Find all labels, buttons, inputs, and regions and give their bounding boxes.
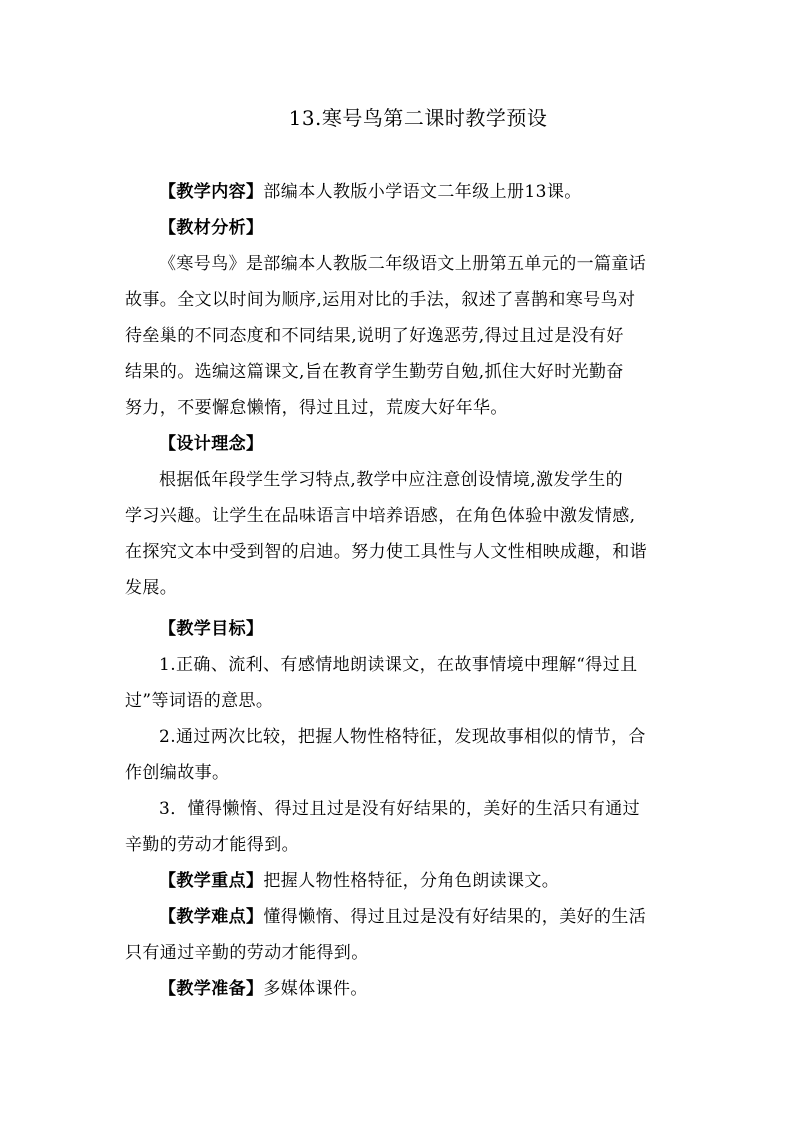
goal-line: 3．懂得懒惰、得过且过是没有好结果的，美好的生活只有通过	[159, 799, 641, 819]
goal-line: 2.通过两次比较，把握人物性格特征，发现故事相似的情节，合	[159, 727, 646, 747]
key-points-text: 把握人物性格特征，分角色朗读课文。	[263, 871, 560, 891]
analysis-line: 待垒巢的不同态度和不同结果,说明了好逸恶劳,得过且过是没有好	[125, 326, 624, 346]
design-concept-heading-paragraph	[125, 426, 673, 462]
difficulty-text: 懂得懒惰、得过且过是没有好结果的，美好的生活	[263, 907, 647, 927]
goal-2	[125, 719, 673, 791]
goal-line: 过”等词语的意思。	[125, 691, 274, 711]
teaching-content-heading: 【教学内容】	[159, 182, 264, 202]
design-concept-paragraph	[125, 462, 673, 606]
material-analysis-paragraph	[125, 246, 673, 426]
key-points-paragraph	[125, 863, 673, 899]
difficulty-line-2: 只有通过辛勤的劳动才能得到。	[125, 943, 369, 963]
concept-line: 在探究文本中受到智的启迪。努力使工具性与人文性相映成趣，和谐	[125, 542, 647, 562]
document-body	[125, 174, 673, 1007]
goal-line: 作创编故事。	[125, 763, 230, 783]
preparation-text: 多媒体课件。	[263, 979, 368, 999]
difficulty-paragraph	[125, 899, 673, 971]
goal-line: 辛勤的劳动才能得到。	[125, 835, 299, 855]
teaching-goals-heading-paragraph	[125, 611, 673, 647]
analysis-line: 《寒号鸟》是部编本人教版二年级语文上册第五单元的一篇童话	[159, 254, 647, 274]
goal-line: 1.正确、流利、有感情地朗读课文，在故事情境中理解“得过且	[159, 655, 638, 675]
material-analysis-heading-paragraph	[125, 210, 673, 246]
goal-3	[125, 791, 673, 863]
document-title: 13.寒号鸟第二课时教学预设	[288, 106, 548, 130]
difficulty-heading: 【教学难点】	[159, 907, 264, 927]
key-points-heading: 【教学重点】	[159, 871, 264, 891]
analysis-line: 故事。全文以时间为顺序,运用对比的手法，叙述了喜鹊和寒号鸟对	[125, 290, 636, 310]
teaching-goals-heading: 【教学目标】	[159, 619, 264, 639]
material-analysis-heading: 【教材分析】	[159, 218, 264, 238]
analysis-line: 努力，不要懈怠懒惰，得过且过，荒废大好年华。	[125, 398, 508, 418]
concept-line: 学习兴趣。让学生在品味语言中培养语感，在角色体验中激发情感,	[125, 506, 636, 526]
teaching-content-text: 部编本人教版小学语文二年级上册13课。	[263, 182, 582, 202]
difficulty-line-1	[125, 899, 673, 935]
preparation-paragraph	[125, 971, 673, 1007]
design-concept-heading: 【设计理念】	[159, 434, 264, 454]
preparation-heading: 【教学准备】	[159, 979, 264, 999]
analysis-line: 结果的。选编这篇课文,旨在教育学生勤劳自勉,抓住大好时光勤奋	[125, 362, 624, 382]
concept-line: 发展。	[125, 578, 178, 598]
teaching-content-paragraph	[125, 174, 673, 210]
concept-line: 根据低年段学生学习特点,教学中应注意创设情境,激发学生的	[159, 470, 624, 490]
goal-1	[125, 647, 673, 719]
